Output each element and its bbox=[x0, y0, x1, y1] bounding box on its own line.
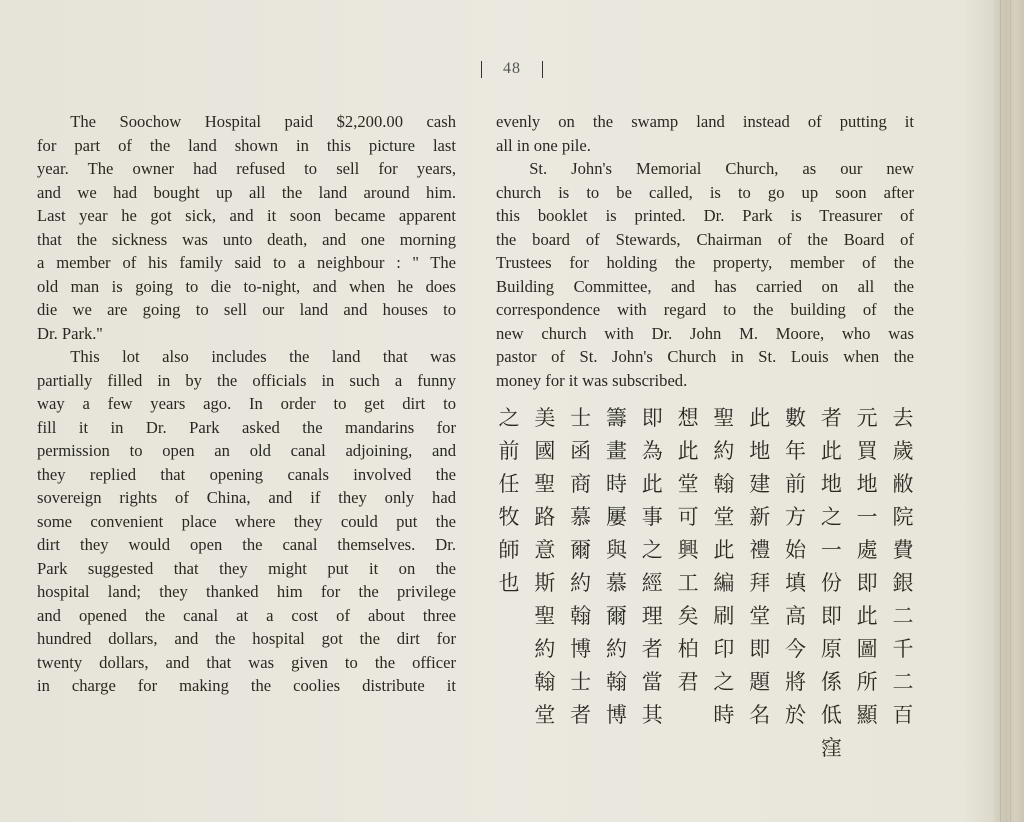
chinese-char: 此 bbox=[856, 604, 878, 628]
chinese-char: 填 bbox=[785, 571, 806, 595]
text-line: Park suggested that they might put it on the bbox=[37, 558, 456, 578]
text-line: old man is going to die to-night, and when he does bbox=[37, 276, 456, 296]
chinese-char: 此 bbox=[749, 406, 771, 430]
chinese-char: 處 bbox=[856, 538, 878, 562]
chinese-char: 約 bbox=[534, 637, 556, 661]
text-line: the board of Stewards, Chairman of the Board of bbox=[496, 229, 914, 249]
chinese-char: 百 bbox=[892, 703, 914, 727]
chinese-char: 柏 bbox=[677, 637, 699, 661]
text-line: a member of his family said to a neighbour : '' The bbox=[37, 253, 456, 272]
chinese-column bbox=[568, 402, 594, 732]
chinese-char: 此 bbox=[820, 439, 842, 463]
chinese-char: 斯 bbox=[534, 571, 556, 595]
chinese-char: 之 bbox=[713, 670, 735, 694]
chinese-char: 翰 bbox=[534, 670, 556, 694]
chinese-char: 理 bbox=[641, 604, 663, 628]
text-line: This lot also includes the land that was bbox=[70, 347, 456, 366]
chinese-char: 函 bbox=[570, 439, 592, 463]
text-line: twenty dollars, and that was given to the officer bbox=[37, 652, 456, 672]
chinese-char: 將 bbox=[785, 670, 806, 694]
chinese-char: 元 bbox=[856, 406, 878, 430]
text-line: all in one pile. bbox=[496, 135, 591, 155]
page-edge bbox=[994, 0, 1024, 822]
chinese-char: 商 bbox=[570, 472, 592, 496]
chinese-char: 堂 bbox=[677, 472, 699, 496]
chinese-char: 方 bbox=[785, 505, 806, 529]
chinese-char: 當 bbox=[641, 670, 663, 694]
chinese-column bbox=[783, 402, 809, 732]
chinese-char: 也 bbox=[498, 571, 520, 595]
chinese-char: 千 bbox=[892, 637, 914, 661]
page-number-text: 48 bbox=[503, 60, 521, 77]
text-line: they replied that opening canals involved the bbox=[37, 464, 456, 484]
chinese-char: 數 bbox=[785, 406, 806, 430]
text-line: correspondence with regard to the building of the bbox=[496, 300, 914, 319]
chinese-char: 時 bbox=[713, 703, 735, 727]
chinese-char: 博 bbox=[570, 637, 592, 661]
chinese-char: 約 bbox=[605, 637, 627, 661]
text-line: this booklet is printed. Dr. Park is Treasurer of bbox=[496, 206, 914, 225]
chinese-char: 於 bbox=[785, 703, 806, 727]
chinese-char: 高 bbox=[785, 604, 806, 628]
chinese-char: 題 bbox=[749, 670, 771, 694]
chinese-char: 堂 bbox=[749, 604, 771, 628]
right-text-column bbox=[496, 110, 914, 392]
chinese-char: 者 bbox=[820, 406, 842, 430]
chinese-char: 窪 bbox=[820, 736, 842, 760]
chinese-char: 編 bbox=[713, 571, 735, 595]
chinese-char: 一 bbox=[856, 505, 878, 529]
chinese-char: 名 bbox=[749, 703, 771, 727]
text-line: St. John's Memorial Church, as our new bbox=[529, 159, 914, 178]
chinese-char: 地 bbox=[749, 439, 771, 463]
chinese-char: 想 bbox=[677, 406, 699, 430]
text-line: sovereign rights of China, and if they only had bbox=[37, 488, 456, 507]
chinese-char: 屢 bbox=[605, 505, 627, 529]
text-line: fill it in Dr. Park asked the mandarins for bbox=[37, 417, 456, 437]
chinese-char: 翰 bbox=[570, 604, 592, 628]
chinese-column bbox=[496, 402, 522, 732]
chinese-char: 聖 bbox=[534, 472, 556, 496]
text-line: and opened the canal at a cost of about three bbox=[37, 605, 456, 625]
text-line: and we had bought up all the land around him. bbox=[37, 182, 456, 202]
text-line: die we are going to sell our land and houses to bbox=[37, 300, 456, 319]
text-line: some convenient place where they could put the bbox=[37, 511, 456, 531]
chinese-char: 圖 bbox=[856, 637, 878, 661]
text-line: The Soochow Hospital paid $2,200.00 cash bbox=[70, 112, 456, 131]
page-number bbox=[0, 60, 1024, 78]
chinese-char: 國 bbox=[534, 439, 556, 463]
chinese-column bbox=[747, 402, 773, 732]
chinese-char: 畫 bbox=[605, 439, 627, 463]
chinese-char: 一 bbox=[820, 538, 842, 562]
chinese-char: 士 bbox=[570, 406, 592, 430]
chinese-char: 原 bbox=[820, 637, 842, 661]
right-bracket bbox=[542, 61, 543, 78]
chinese-char: 君 bbox=[677, 670, 699, 694]
chinese-char: 去 bbox=[892, 406, 914, 430]
chinese-char: 工 bbox=[677, 571, 699, 595]
chinese-char: 慕 bbox=[570, 505, 592, 529]
text-line: hospital land; they thanked him for the privilege bbox=[37, 582, 456, 601]
chinese-char: 院 bbox=[892, 505, 914, 529]
chinese-char: 籌 bbox=[605, 406, 627, 430]
chinese-char: 買 bbox=[856, 439, 878, 463]
chinese-char: 即 bbox=[820, 604, 842, 628]
chinese-char: 矣 bbox=[677, 604, 699, 628]
text-line: Dr. Park.'' bbox=[37, 323, 103, 343]
text-line: that the sickness was unto death, and one morning bbox=[37, 229, 456, 249]
chinese-char: 顯 bbox=[856, 703, 878, 727]
chinese-column bbox=[639, 402, 665, 732]
text-line: for part of the land shown in this picture last bbox=[37, 135, 456, 155]
chinese-char: 爾 bbox=[605, 604, 627, 628]
chinese-char: 始 bbox=[785, 538, 806, 562]
chinese-char: 聖 bbox=[713, 406, 735, 430]
chinese-char: 此 bbox=[713, 538, 735, 562]
chinese-char: 爾 bbox=[570, 538, 592, 562]
chinese-char: 即 bbox=[856, 571, 878, 595]
chinese-char: 係 bbox=[820, 670, 842, 694]
text-line: in charge for making the coolies distribute it bbox=[37, 676, 456, 695]
chinese-char: 路 bbox=[534, 505, 556, 529]
text-line: dirt they would open the canal themselves. Dr. bbox=[37, 535, 456, 554]
chinese-char: 銀 bbox=[892, 571, 914, 595]
chinese-char: 其 bbox=[641, 703, 663, 727]
chinese-char: 年 bbox=[785, 439, 806, 463]
chinese-char: 前 bbox=[785, 472, 806, 496]
chinese-char: 歲 bbox=[892, 439, 914, 463]
chinese-char: 經 bbox=[641, 571, 663, 595]
chinese-char: 興 bbox=[677, 538, 699, 562]
right-paragraph-2 bbox=[496, 157, 914, 392]
text-line: partially filled in by the officials in such a funny bbox=[37, 370, 456, 390]
left-paragraph-1 bbox=[37, 110, 456, 345]
chinese-char: 牧 bbox=[498, 505, 520, 529]
chinese-char: 堂 bbox=[534, 703, 556, 727]
text-line: new church with Dr. John M. Moore, who was bbox=[496, 323, 914, 343]
chinese-char: 此 bbox=[677, 439, 699, 463]
chinese-char: 低 bbox=[820, 703, 842, 727]
chinese-char: 時 bbox=[605, 472, 627, 496]
left-text-column bbox=[37, 110, 456, 698]
chinese-char: 師 bbox=[498, 538, 520, 562]
chinese-char: 者 bbox=[641, 637, 663, 661]
chinese-char: 與 bbox=[605, 538, 627, 562]
chinese-column bbox=[854, 402, 880, 732]
chinese-char: 此 bbox=[641, 472, 663, 496]
text-line: Trustees for holding the property, member of the bbox=[496, 253, 914, 272]
text-line: evenly on the swamp land instead of putting it bbox=[496, 112, 914, 131]
chinese-char: 二 bbox=[892, 604, 914, 628]
chinese-char: 博 bbox=[605, 703, 627, 727]
chinese-char: 新 bbox=[749, 505, 771, 529]
chinese-char: 約 bbox=[713, 439, 735, 463]
chinese-char: 翰 bbox=[713, 472, 735, 496]
chinese-char: 即 bbox=[749, 637, 771, 661]
right-paragraph-1 bbox=[496, 110, 914, 157]
chinese-char: 之 bbox=[820, 505, 842, 529]
chinese-char: 刷 bbox=[713, 604, 735, 628]
chinese-char: 為 bbox=[641, 439, 663, 463]
chinese-char: 拜 bbox=[749, 571, 771, 595]
chinese-char: 之 bbox=[498, 406, 520, 430]
chinese-char: 前 bbox=[498, 439, 520, 463]
chinese-char: 今 bbox=[785, 637, 806, 661]
text-line: church is to be called, is to go up soon after bbox=[496, 182, 914, 202]
chinese-column bbox=[532, 402, 558, 732]
chinese-column bbox=[818, 402, 844, 760]
chinese-char: 任 bbox=[498, 472, 520, 496]
left-paragraph-2 bbox=[37, 345, 456, 698]
chinese-char: 所 bbox=[856, 670, 878, 694]
text-line: money for it was subscribed. bbox=[496, 370, 688, 390]
chinese-char: 翰 bbox=[605, 670, 627, 694]
chinese-char: 者 bbox=[570, 703, 592, 727]
text-line: Building Committee, and has carried on all the bbox=[496, 276, 914, 296]
chinese-text-block bbox=[496, 402, 916, 760]
text-line: Last year he got sick, and it soon became apparent bbox=[37, 206, 456, 225]
text-line: hundred dollars, and the hospital got the dirt for bbox=[37, 629, 456, 648]
chinese-char: 約 bbox=[570, 571, 592, 595]
chinese-char: 可 bbox=[677, 505, 699, 529]
chinese-char: 美 bbox=[534, 406, 556, 430]
chinese-column bbox=[675, 402, 701, 732]
chinese-char: 意 bbox=[534, 538, 556, 562]
chinese-char: 之 bbox=[641, 538, 663, 562]
chinese-char: 二 bbox=[892, 670, 914, 694]
chinese-column bbox=[890, 402, 916, 732]
chinese-column bbox=[603, 402, 629, 732]
chinese-char: 即 bbox=[641, 406, 663, 430]
chinese-char: 事 bbox=[641, 505, 663, 529]
chinese-column bbox=[711, 402, 737, 732]
text-line: pastor of St. John's Church in St. Louis when the bbox=[496, 347, 914, 366]
chinese-char: 堂 bbox=[713, 505, 735, 529]
text-line: year. The owner had refused to sell for years, bbox=[37, 159, 456, 178]
chinese-char: 禮 bbox=[749, 538, 771, 562]
chinese-char: 地 bbox=[820, 472, 842, 496]
text-line: permission to open an old canal adjoining, and bbox=[37, 441, 456, 460]
chinese-char: 地 bbox=[856, 472, 878, 496]
chinese-char: 聖 bbox=[534, 604, 556, 628]
chinese-char: 份 bbox=[820, 571, 842, 595]
left-bracket bbox=[481, 61, 482, 78]
chinese-char: 慕 bbox=[605, 571, 627, 595]
chinese-char: 敝 bbox=[892, 472, 914, 496]
text-line: way a few years ago. In order to get dirt to bbox=[37, 394, 456, 413]
chinese-char: 印 bbox=[713, 637, 735, 661]
chinese-char: 建 bbox=[749, 472, 771, 496]
chinese-char: 費 bbox=[892, 538, 914, 562]
chinese-char: 士 bbox=[570, 670, 592, 694]
